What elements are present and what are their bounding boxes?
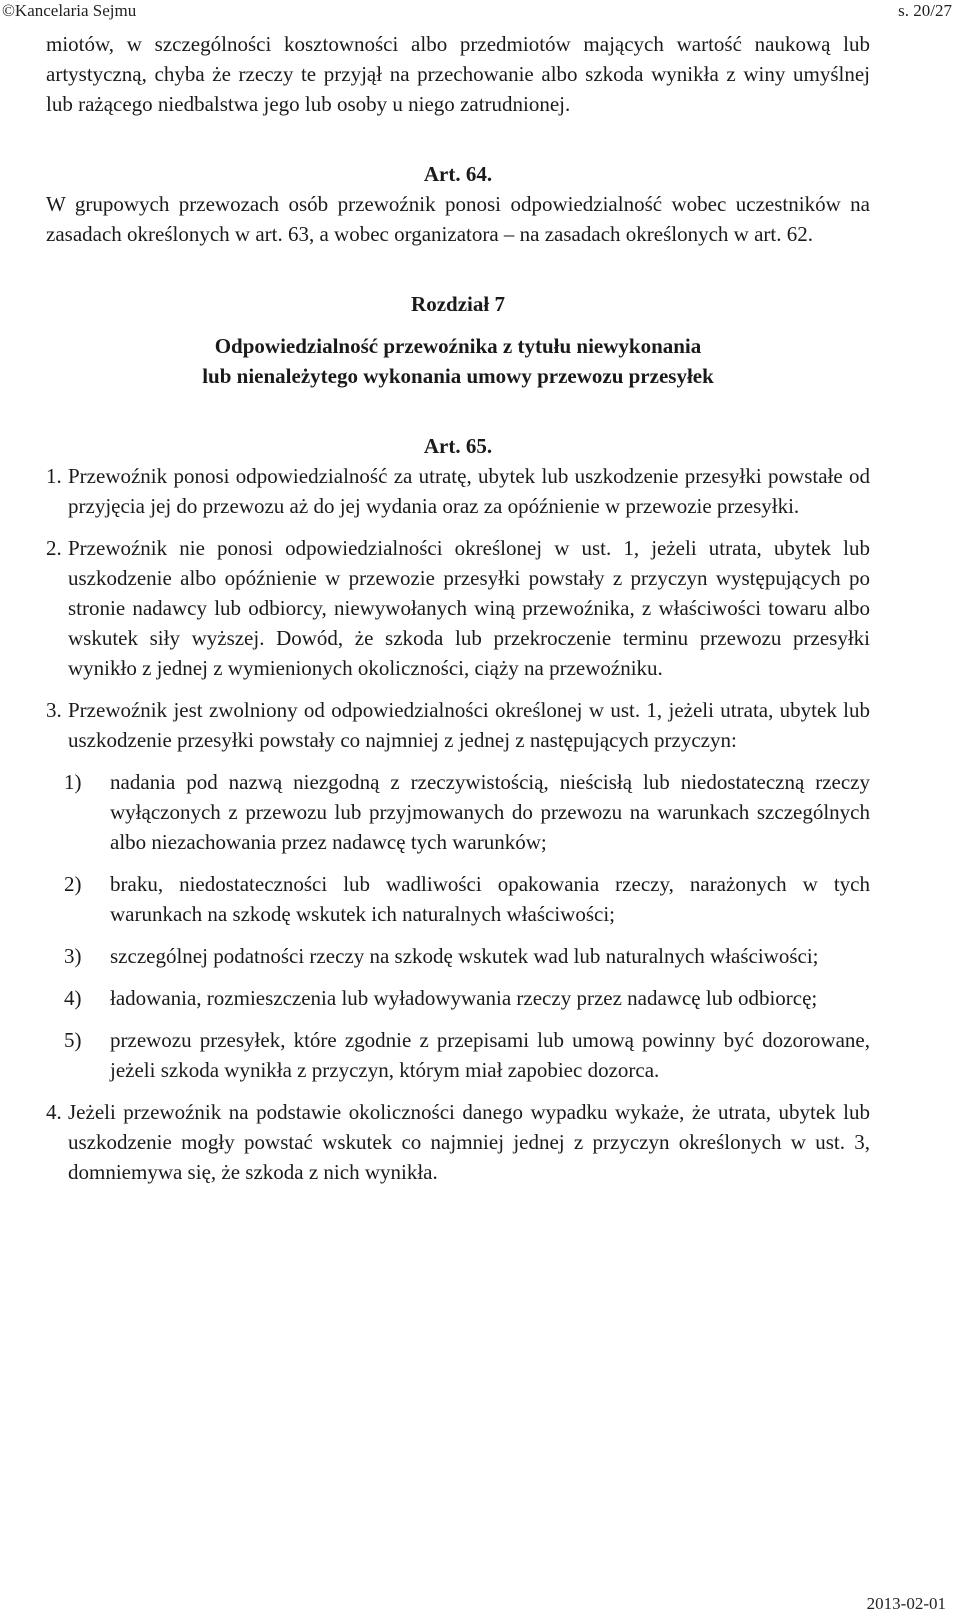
document-body xyxy=(46,29,870,1187)
list-item xyxy=(46,869,870,929)
article-65-paragraph-2 xyxy=(46,533,870,683)
continuation-paragraph: miotów, w szczególności kosztowności albo przedmiotów mających wartość naukową lub artystyczną, chyba że rzeczy te przyjął na przechowanie albo szkoda wynikła z winy umyślnej lub rażącego niedbalstwa jego lub osoby u niego zatrudnionej. xyxy=(46,32,870,116)
list-item-label: 1) xyxy=(64,770,82,794)
article-65-heading: Art. 65. xyxy=(423,434,493,458)
article-64-heading: Art. 64. xyxy=(423,162,493,186)
list-item-text: szczególnej podatności rzeczy na szkodę wskutek wad lub naturalnych właściwości; xyxy=(110,944,819,968)
list-item xyxy=(46,941,870,971)
list-item-label: 3) xyxy=(64,944,82,968)
list-item-text: przewozu przesyłek, które zgodnie z przepisami lub umową powinny być dozorowane, jeżeli szkoda wynikła z przyczyn, którym miał zapobiec dozorca. xyxy=(110,1028,870,1082)
chapter-subtitle-line1: Odpowiedzialność przewoźnika z tytułu niewykonania xyxy=(214,334,702,358)
paragraph-number: 2. xyxy=(46,536,62,560)
chapter-title: Rozdział 7 xyxy=(411,292,505,316)
list-item-text: ładowania, rozmieszczenia lub wyładowywania rzeczy przez nadawcę lub odbiorcę; xyxy=(110,986,818,1010)
chapter-subtitle-line2: lub nienależytego wykonania umowy przewozu przesyłek xyxy=(202,364,714,388)
paragraph-number: 1. xyxy=(46,464,62,488)
paragraph-text: Przewoźnik jest zwolniony od odpowiedzialności określonej w ust. 1, jeżeli utrata, ubytek lub uszkodzenie przesyłki powstały co najmniej z jednej z następujących przyczyn: xyxy=(68,698,870,752)
paragraph-text: Przewoźnik ponosi odpowiedzialność za utratę, ubytek lub uszkodzenie przesyłki powstałe od przyjęcia jej do przewozu aż do jej wydania oraz za opóźnienie w przewozie przesyłki. xyxy=(68,464,870,518)
header-page-number: s. 20/27 xyxy=(898,1,952,20)
list-item xyxy=(46,1025,870,1085)
paragraph-number: 4. xyxy=(46,1100,62,1124)
header-copyright: ©Kancelaria Sejmu xyxy=(2,1,137,20)
article-64-text: W grupowych przewozach osób przewoźnik ponosi odpowiedzialność wobec uczestników na zasadach określonych w art. 63, a wobec organizatora – na zasadach określonych w art. 62. xyxy=(46,192,870,246)
list-item-label: 4) xyxy=(64,986,82,1010)
article-65-paragraph-3 xyxy=(46,695,870,755)
paragraph-number: 3. xyxy=(46,698,62,722)
paragraph-text: Jeżeli przewoźnik na podstawie okoliczności danego wypadku wykaże, że utrata, ubytek lub uszkodzenie mogły powstać wskutek co najmniej jednej z przyczyn określonych w ust. 3, domniemywa się, że szkoda z nich wynikła. xyxy=(68,1100,870,1184)
list-item xyxy=(46,983,870,1013)
footer-date: 2013-02-01 xyxy=(866,1594,946,1613)
list-item-text: nadania pod nazwą niezgodną z rzeczywistością, nieścisłą lub niedostateczną rzeczy wyłączonych z przewozu lub przyjmowanych do przewozu na warunkach szczególnych albo niezachowania przez nadawcę tych warunków; xyxy=(110,770,870,854)
list-item-label: 2) xyxy=(64,872,82,896)
list-item xyxy=(46,767,870,857)
paragraph-text: Przewoźnik nie ponosi odpowiedzialności określonej w ust. 1, jeżeli utrata, ubytek lub uszkodzenie albo opóźnienie w przewozie przesyłki powstały z przyczyn występujących po stronie nadawcy lub odbiorcy, niewywołanych winą przewoźnika, z właściwości towaru albo wskutek siły wyższej. Dowód, że szkoda lub przekroczenie terminu przewozu przesyłki wynikło z jednej z wymienionych okoliczności, ciąży na przewoźniku. xyxy=(68,536,870,680)
list-item-label: 5) xyxy=(64,1028,82,1052)
article-65-paragraph-4 xyxy=(46,1097,870,1187)
list-item-text: braku, niedostateczności lub wadliwości opakowania rzeczy, narażonych w tych warunkach na szkodę wskutek ich naturalnych właściwości; xyxy=(110,872,870,926)
article-65-paragraph-1 xyxy=(46,461,870,521)
